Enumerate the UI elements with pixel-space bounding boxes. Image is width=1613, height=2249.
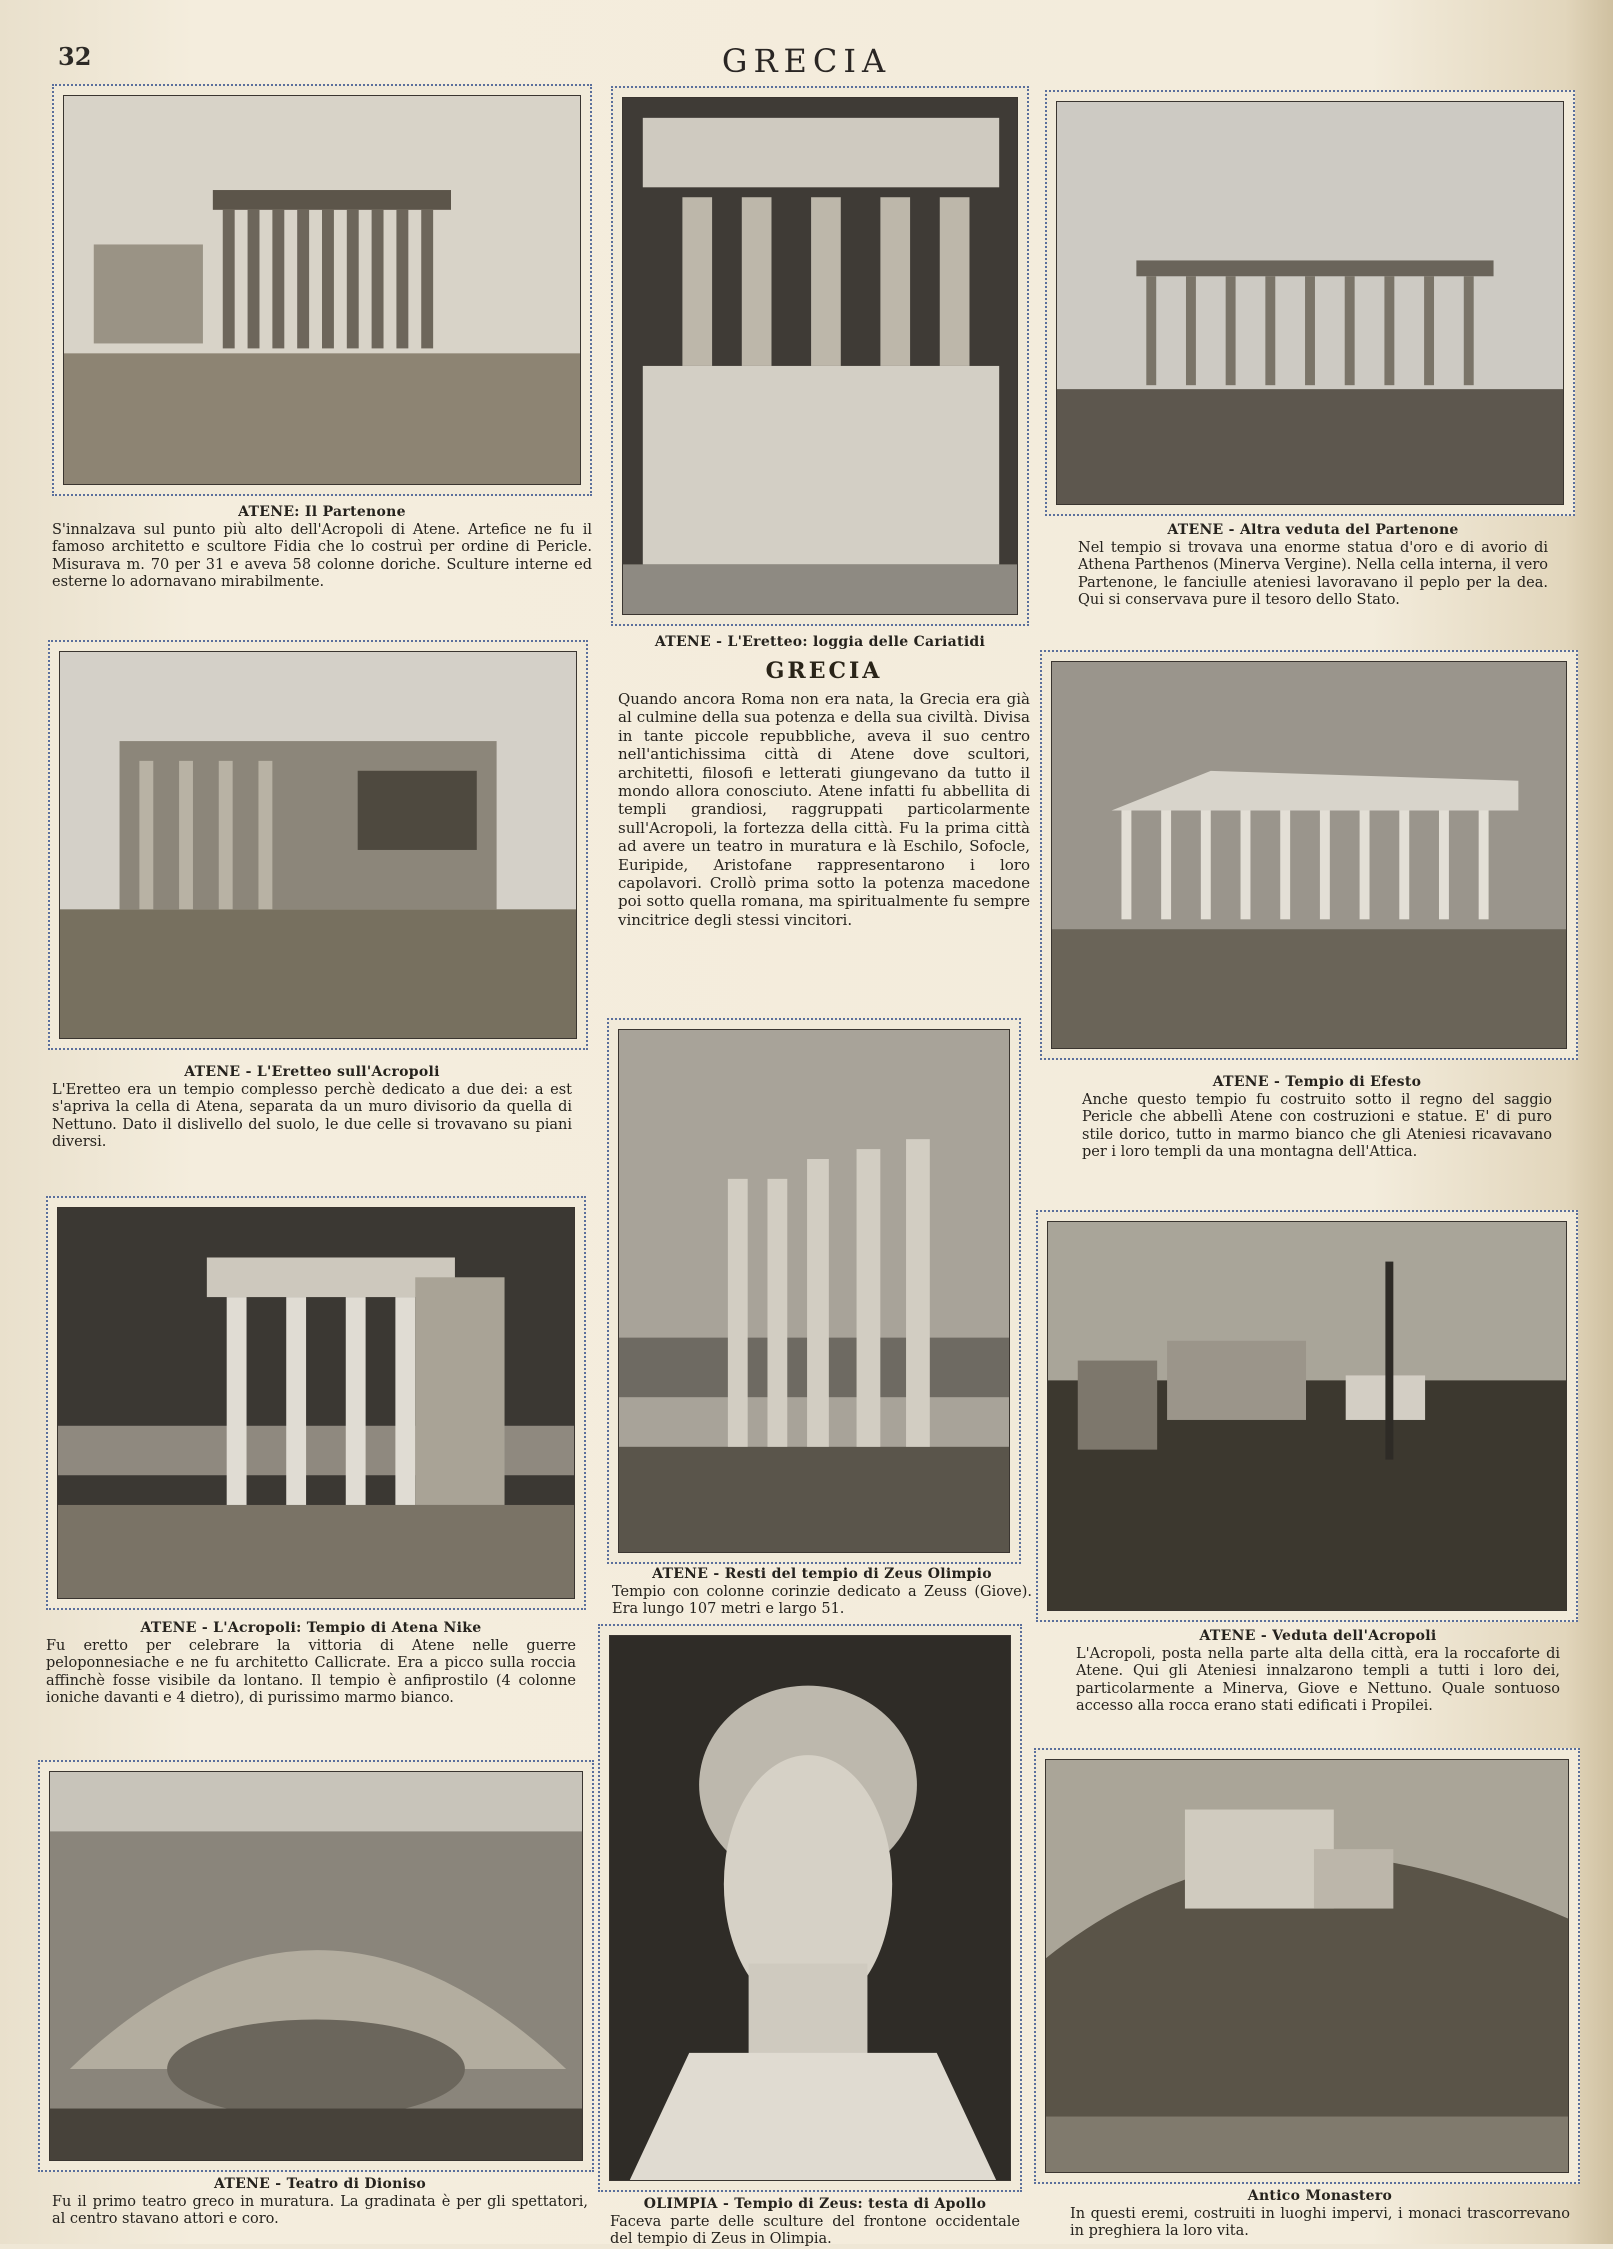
- caption-acropoli-text: L'Acropoli, posta nella parte alta della città, era la roccaforte di Atene. Qui gli Ateniesi innalzarono templi a tutti i loro dei, particolarmente a Minerva, Giove e Nettuno. Quale sontuoso accesso alla rocca erano stati edificati i Propilei.: [1076, 1645, 1560, 1714]
- caption-efesto: [1082, 1074, 1552, 1162]
- photo-zeus-olimpio: [607, 1018, 1021, 1564]
- caption-apollo-text: Faceva parte delle sculture del frontone occidentale del tempio di Zeus in Olimpia.: [610, 2213, 1020, 2247]
- photo-acropoli-image: [1047, 1221, 1567, 1611]
- photo-apollo-image: [609, 1635, 1011, 2181]
- caption-partenone-text: S'innalzava sul punto più alto dell'Acropoli di Atene. Artefice ne fu il famoso architetto e scultore Fidia che lo costruì per ordine di Pericle. Misurava m. 70 per 31 e aveva 58 colonne doriche. Sculture interne ed esterne lo adornavano mirabilmente.: [52, 521, 592, 590]
- caption-zeus-olimpio: [612, 1566, 1032, 1619]
- intro-title: GRECIA: [765, 658, 883, 684]
- photo-atena-nike-image: [57, 1207, 575, 1599]
- caption-atena-nike: [46, 1620, 576, 1708]
- photo-monastero-image: [1045, 1759, 1569, 2173]
- photo-partenone: [52, 84, 592, 496]
- photo-partenone-image: [63, 95, 581, 485]
- photo-acropoli: [1036, 1210, 1578, 1622]
- caption-acropoli: [1076, 1628, 1560, 1716]
- photo-partenone-veduta: [1045, 90, 1575, 516]
- photo-efesto-image: [1051, 661, 1567, 1049]
- caption-cariatidi: [611, 634, 1029, 652]
- photo-partenone-veduta-image: [1056, 101, 1564, 505]
- caption-zeus-olimpio-title: ATENE - Resti del tempio di Zeus Olimpio: [652, 1566, 992, 1582]
- caption-partenone-veduta-text: Nel tempio si trovava una enorme statua d'oro e di avorio di Athena Parthenos (Minerva Vergine). Nella cella interna, il vero Partenone, le fanciulle ateniesi lavoravano il peplo per la dea. Qui si conservava pure il tesoro dello Stato.: [1078, 539, 1548, 608]
- photo-cariatidi: [611, 86, 1029, 626]
- caption-eretteo: [52, 1064, 572, 1152]
- caption-efesto-text: Anche questo tempio fu costruito sotto il regno del saggio Pericle che abbellì Atene con costruzioni e statue. E' di puro stile dorico, tutto in marmo bianco che gli Ateniesi ricavavano per i loro templi da una montagna dell'Attica.: [1082, 1091, 1552, 1160]
- caption-dioniso-title: ATENE - Teatro di Dioniso: [213, 2176, 427, 2192]
- caption-atena-nike-title: ATENE - L'Acropoli: Tempio di Atena Nike: [140, 1620, 482, 1636]
- caption-partenone-title: ATENE: Il Partenone: [238, 504, 406, 520]
- caption-efesto-title: ATENE - Tempio di Efesto: [1212, 1074, 1422, 1090]
- caption-zeus-olimpio-text: Tempio con colonne corinzie dedicato a Zeuss (Giove). Era lungo 107 metri e largo 51.: [612, 1583, 1032, 1617]
- page-number: 32: [58, 42, 92, 71]
- photo-eretteo-image: [59, 651, 577, 1039]
- photo-eretteo: [48, 640, 588, 1050]
- caption-apollo: [610, 2196, 1020, 2249]
- caption-atena-nike-text: Fu eretto per celebrare la vittoria di Atene nelle guerre peloponnesiache e ne fu architetto Callicrate. Era a picco sulla roccia affinchè fosse visibile da lontano. Il tempio è anfiprostilo (4 colonne ioniche davanti e 4 dietro), di purissimo marmo bianco.: [46, 1637, 576, 1706]
- page-title: GRECIA: [721, 42, 892, 80]
- caption-monastero: [1070, 2188, 1570, 2241]
- caption-eretteo-title: ATENE - L'Eretteo sull'Acropoli: [184, 1064, 440, 1080]
- caption-monastero-text: In questi eremi, costruiti in luoghi impervi, i monaci trascorrevano in preghiera la loro vita.: [1070, 2205, 1570, 2239]
- photo-dioniso-image: [49, 1771, 583, 2161]
- intro-text: Quando ancora Roma non era nata, la Grecia era già al culmine della sua potenza e della sua civiltà. Divisa in tante piccole repubbliche, aveva il suo centro nell'antichissima città di Atene dove scultori, architetti, filosofi e letterati giungevano da tutto il mondo allora conosciuto. Atene infatti fu abbellita di templi grandiosi, raggruppati particolarmente sull'Acropoli, la fortezza della città. Fu la prima città ad avere un teatro in muratura e là Eschilo, Sofocle, Euripide, Aristofane rappresentarono i loro capolavori. Crollò prima sotto la potenza macedone poi sotto quella romana, ma spiritualmente fu sempre vincitrice degli stessi vincitori.: [618, 690, 1030, 929]
- caption-dioniso-text: Fu il primo teatro greco in muratura. La gradinata è per gli spettatori, al centro stavano attori e coro.: [52, 2193, 588, 2227]
- photo-dioniso: [38, 1760, 594, 2172]
- caption-monastero-title: Antico Monastero: [1247, 2188, 1393, 2204]
- caption-partenone: [52, 504, 592, 592]
- photo-zeus-olimpio-image: [618, 1029, 1010, 1553]
- photo-apollo: [598, 1624, 1022, 2192]
- caption-dioniso: [52, 2176, 588, 2229]
- caption-partenone-veduta: [1078, 522, 1548, 610]
- photo-atena-nike: [46, 1196, 586, 1610]
- caption-eretteo-text: L'Eretteo era un tempio complesso perchè dedicato a due dei: a est s'apriva la cella di Atena, separata da un muro divisorio da quella di Nettuno. Dato il dislivello del suolo, le due celle si trovavano su piani diversi.: [52, 1081, 572, 1150]
- caption-partenone-veduta-title: ATENE - Altra veduta del Partenone: [1167, 522, 1459, 538]
- photo-efesto: [1040, 650, 1578, 1060]
- caption-acropoli-title: ATENE - Veduta dell'Acropoli: [1199, 1628, 1437, 1644]
- photo-cariatidi-image: [622, 97, 1018, 615]
- photo-monastero: [1034, 1748, 1580, 2184]
- caption-cariatidi-title: ATENE - L'Eretteo: loggia delle Cariatidi: [654, 634, 986, 650]
- caption-apollo-title: OLIMPIA - Tempio di Zeus: testa di Apollo: [643, 2196, 987, 2212]
